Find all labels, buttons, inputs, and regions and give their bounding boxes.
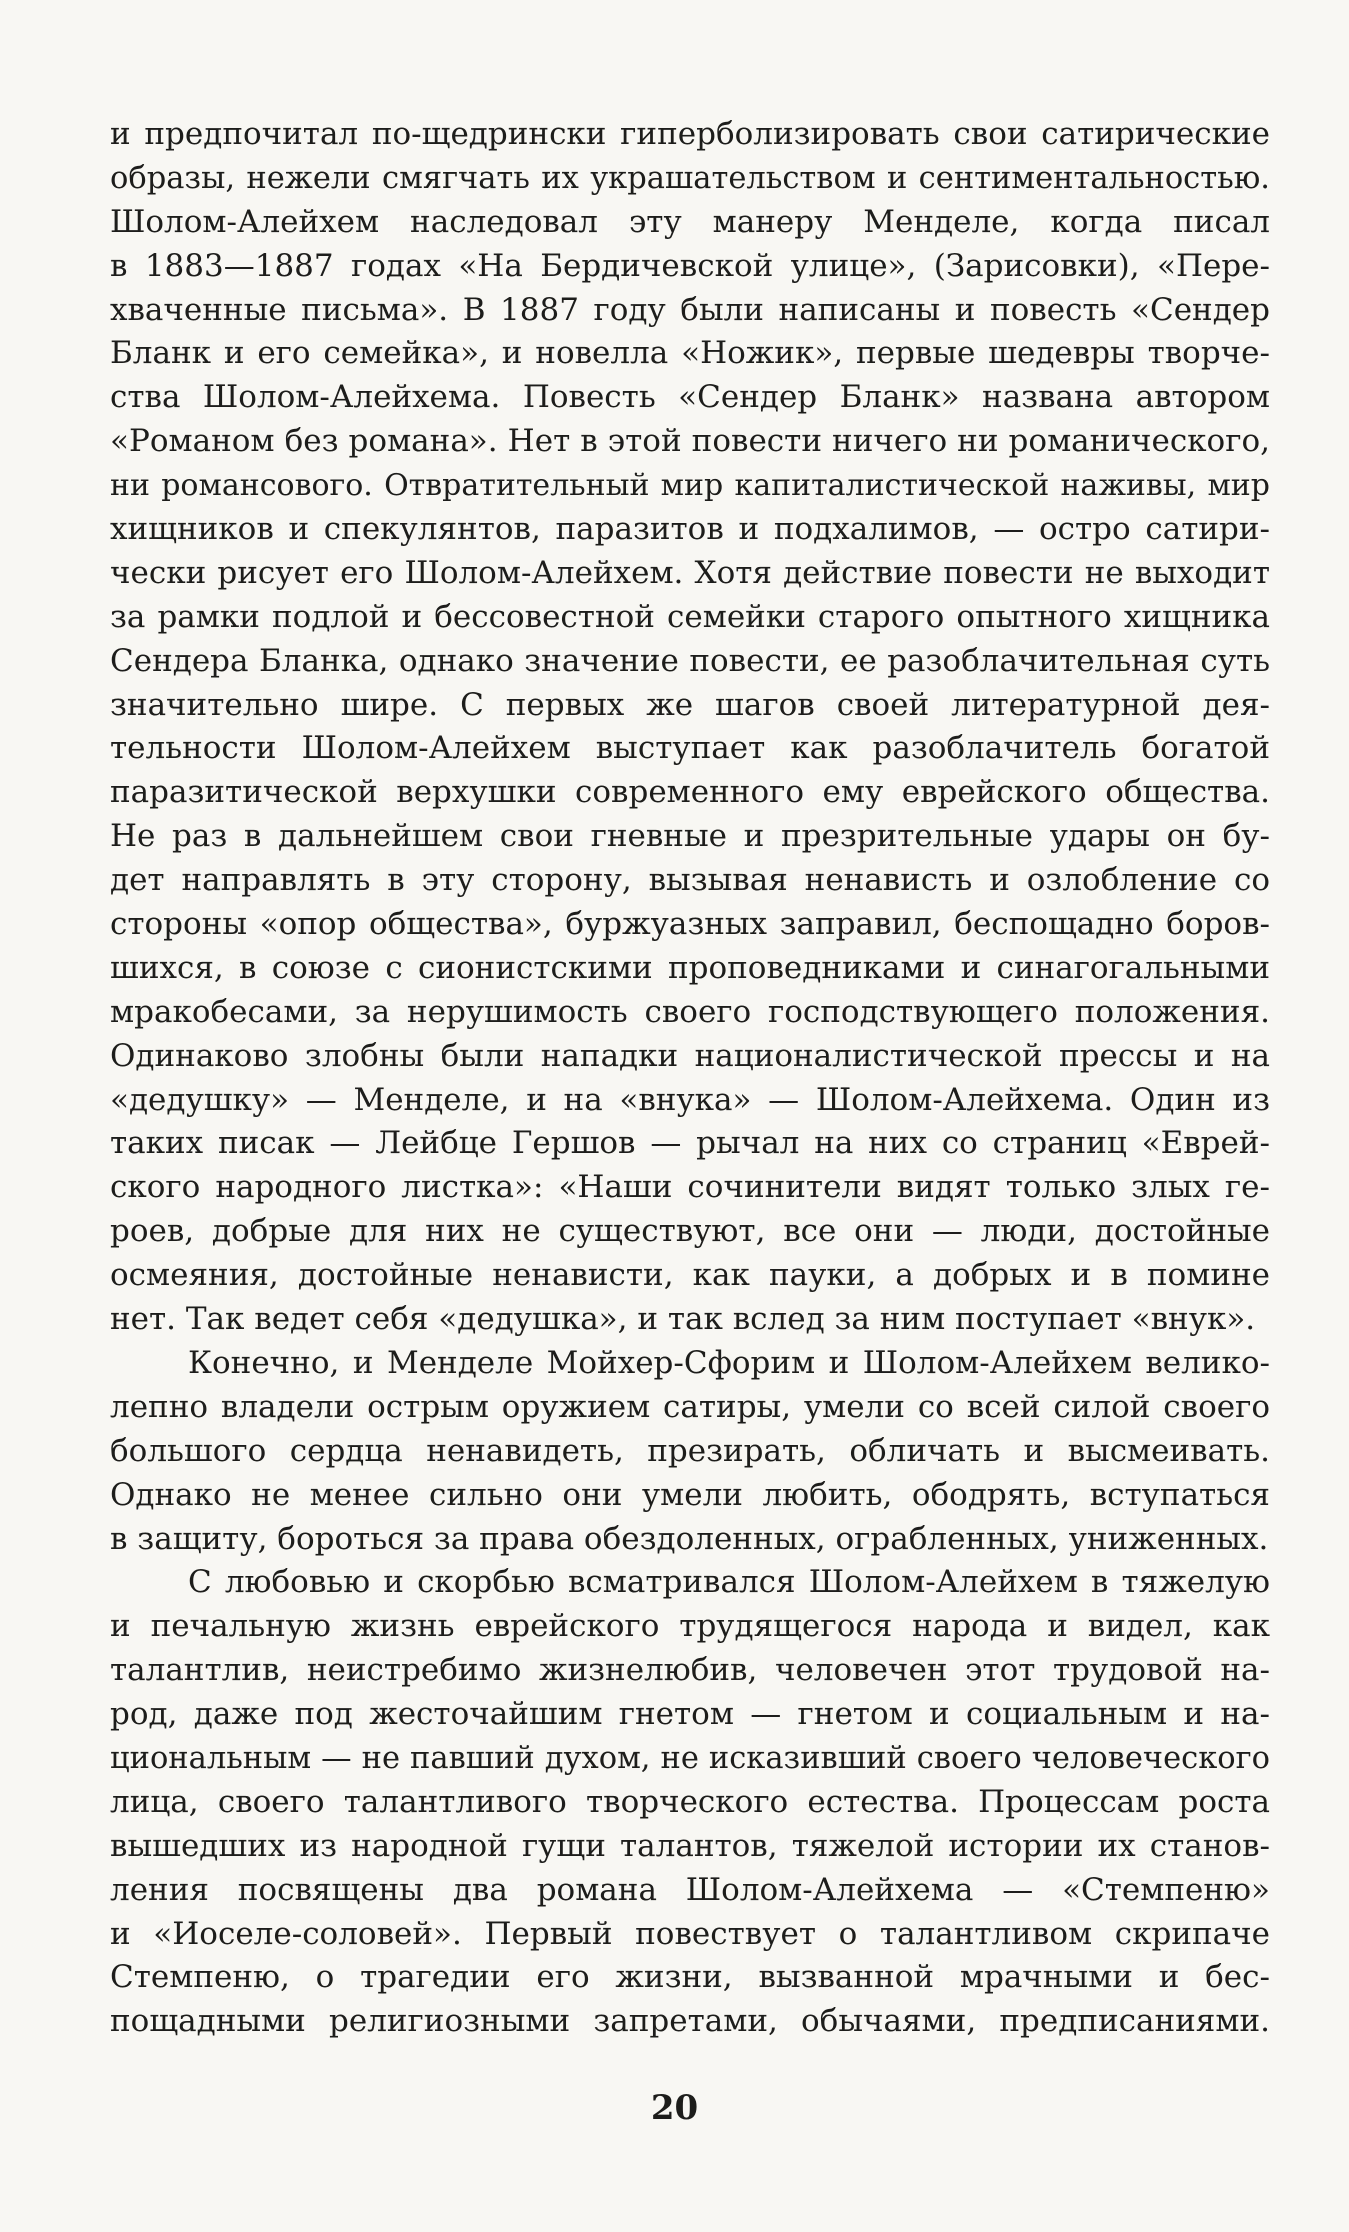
text-line-39: лица, своего талантливого творческого естества. Процессам роста [110, 1783, 1270, 1820]
text-line-33: в защиту, бороться за права обездоленных, ограбленных, униженных. [110, 1520, 1269, 1557]
text-line-7: ства Шолом-Алейхема. Повесть «Сендер Бланк» названа автором [110, 379, 1270, 416]
text-line-30: лепно владели острым оружием сатиры, умели со всей силой своего [110, 1388, 1270, 1425]
text-line-43: Стемпеню, о трагедии его жизни, вызванной мрачными и бес- [110, 1959, 1270, 1996]
text-line-44: пощадными религиозными запретами, обычаями, предписаниями. [110, 2003, 1270, 2040]
text-line-22: Одинаково злобны были нападки националистической прессы и на [110, 1037, 1270, 1074]
text-line-42: и «Иоселе-соловей». Первый повествует о талантливом скрипаче [110, 1915, 1270, 1952]
page-number: 20 [650, 2088, 699, 2128]
text-line-34: С любовью и скорбью всматривался Шолом-Алейхем в тяжелую [188, 1564, 1270, 1601]
text-line-15: тельности Шолом-Алейхем выступает как разоблачитель богатой [110, 730, 1270, 767]
text-line-3: Шолом-Алейхем наследовал эту манеру Менделе, когда писал [110, 203, 1270, 240]
text-line-35: и печальную жизнь еврейского трудящегося народа и видел, как [110, 1608, 1270, 1645]
text-line-31: большого сердца ненавидеть, презирать, обличать и высмеивать. [110, 1432, 1270, 1469]
text-line-28: нет. Так ведет себя «дедушка», и так вслед за ним поступает «внук». [110, 1301, 1256, 1338]
text-line-10: хищников и спекулянтов, паразитов и подхалимов, — остро сатири- [110, 511, 1270, 548]
text-line-17: Не раз в дальнейшем свои гневные и презрительные удары он бу- [110, 818, 1270, 855]
text-line-8: «Романом без романа». Нет в этой повести ничего ни романического, [110, 423, 1270, 460]
text-line-16: паразитической верхушки современного ему еврейского общества. [110, 774, 1270, 811]
text-line-5: хваченные письма». В 1887 году были написаны и повесть «Сендер [110, 291, 1270, 328]
text-line-24: таких писак — Лейбце Гершов — рычал на них со страниц «Еврей- [110, 1125, 1270, 1162]
text-line-23: «дедушку» — Менделе, и на «внука» — Шолом-Алейхема. Один из [110, 1081, 1270, 1118]
text-line-29: Конечно, и Менделе Мойхер-Сфорим и Шолом-Алейхем велико- [188, 1344, 1270, 1381]
text-line-25: ского народного листка»: «Наши сочинители видят только злых ге- [110, 1169, 1270, 1206]
text-line-14: значительно шире. С первых же шагов своей литературной дея- [110, 686, 1270, 723]
text-line-12: за рамки подлой и бессовестной семейки старого опытного хищника [110, 598, 1270, 635]
text-line-27: осмеяния, достойные ненависти, как пауки, а добрых и в помине [110, 1257, 1270, 1294]
text-line-2: образы, нежели смягчать их украшательством и сентиментальностью. [110, 160, 1270, 196]
text-line-40: вышедших из народной гущи талантов, тяжелой истории их станов- [110, 1827, 1270, 1864]
text-line-9: ни романсового. Отвратительный мир капиталистической наживы, мир [110, 468, 1270, 504]
text-line-41: ления посвящены два романа Шолом-Алейхема — «Стемпеню» [110, 1871, 1270, 1908]
text-line-32: Однако не менее сильно они умели любить, ободрять, вступаться [110, 1476, 1270, 1513]
text-line-18: дет направлять в эту сторону, вызывая ненависть и озлобление со [110, 862, 1270, 899]
text-line-21: мракобесами, за нерушимость своего господствующего положения. [110, 993, 1270, 1030]
text-line-4: в 1883—1887 годах «На Бердичевской улице», (Зарисовки), «Пере- [110, 247, 1270, 284]
body-text [110, 113, 1270, 2044]
text-line-13: Сендера Бланка, однако значение повести, ее разоблачительная суть [110, 642, 1270, 679]
text-line-36: талантлив, неистребимо жизнелюбив, человечен этот трудовой на- [110, 1652, 1270, 1689]
text-line-38: циональным — не павший духом, не исказивший своего человеческого [110, 1740, 1270, 1776]
text-line-37: род, даже под жесточайшим гнетом — гнетом и социальным и на- [110, 1696, 1270, 1733]
text-line-11: чески рисует его Шолом-Алейхем. Хотя действие повести не выходит [110, 554, 1270, 591]
text-line-6: Бланк и его семейка», и новелла «Ножик», первые шедевры творче- [110, 335, 1270, 372]
text-line-1: и предпочитал по-щедрински гиперболизировать свои сатирические [110, 116, 1270, 152]
text-line-20: шихся, в союзе с сионистскими проповедниками и синагогальными [110, 949, 1270, 986]
text-line-26: роев, добрые для них не существуют, все они — люди, достойные [110, 1213, 1270, 1250]
text-line-19: стороны «опор общества», буржуазных заправил, беспощадно боров- [110, 906, 1270, 943]
